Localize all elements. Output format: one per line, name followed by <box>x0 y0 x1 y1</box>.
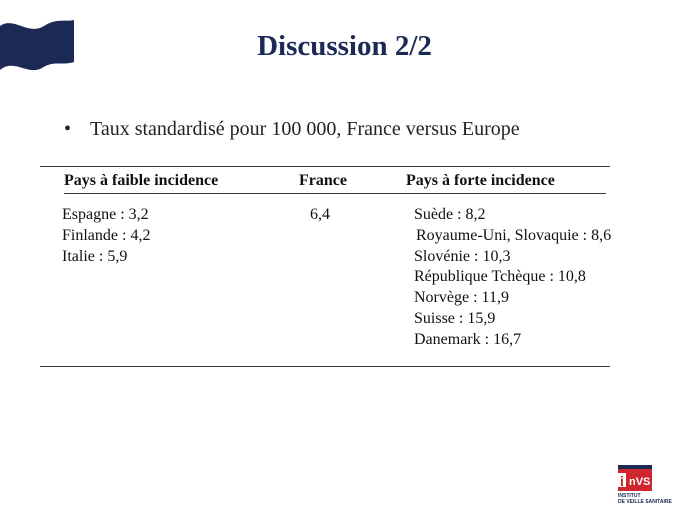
low-incidence-column <box>62 205 150 267</box>
logo-caption <box>618 493 672 505</box>
table-cell: Finlande : 4,2 <box>62 226 151 244</box>
page-title: Discussion 2/2 <box>257 30 432 62</box>
table-cell: Espagne : 3,2 <box>62 206 149 223</box>
header-france: France <box>299 172 347 189</box>
table-cell: 6,4 <box>310 206 330 223</box>
logo-line-1: INSTITUT <box>618 493 641 499</box>
header-high-incidence: Pays à forte incidence <box>406 172 555 189</box>
svg-text:i: i <box>620 473 624 489</box>
bullet-symbol: • <box>64 118 72 140</box>
table-cell: République Tchèque : 10,8 <box>414 268 586 286</box>
table-top-rule <box>40 166 610 167</box>
table-cell: Suisse : 15,9 <box>414 309 496 327</box>
bullet-item <box>64 118 520 141</box>
table-cell: Royaume-Uni, Slovaquie : 8,6 <box>416 226 612 244</box>
table-cell: Danemark : 16,7 <box>414 330 522 348</box>
header-low-incidence: Pays à faible incidence <box>64 172 219 189</box>
table-cell: Slovénie : 10,3 <box>414 247 511 265</box>
table-cell: Norvège : 11,9 <box>414 289 509 307</box>
svg-text:nVS: nVS <box>629 476 651 488</box>
high-incidence-column <box>414 205 611 351</box>
table-cell: Italie : 5,9 <box>62 247 128 265</box>
table-bottom-rule <box>40 366 610 367</box>
table-header-rule <box>64 193 606 194</box>
logo-line-2: DE VEILLE SANITAIRE <box>618 499 672 505</box>
france-column <box>310 205 330 226</box>
table-cell: Suède : 8,2 <box>414 206 486 223</box>
bullet-text: Taux standardisé pour 100 000, France versus Europe <box>90 118 520 140</box>
